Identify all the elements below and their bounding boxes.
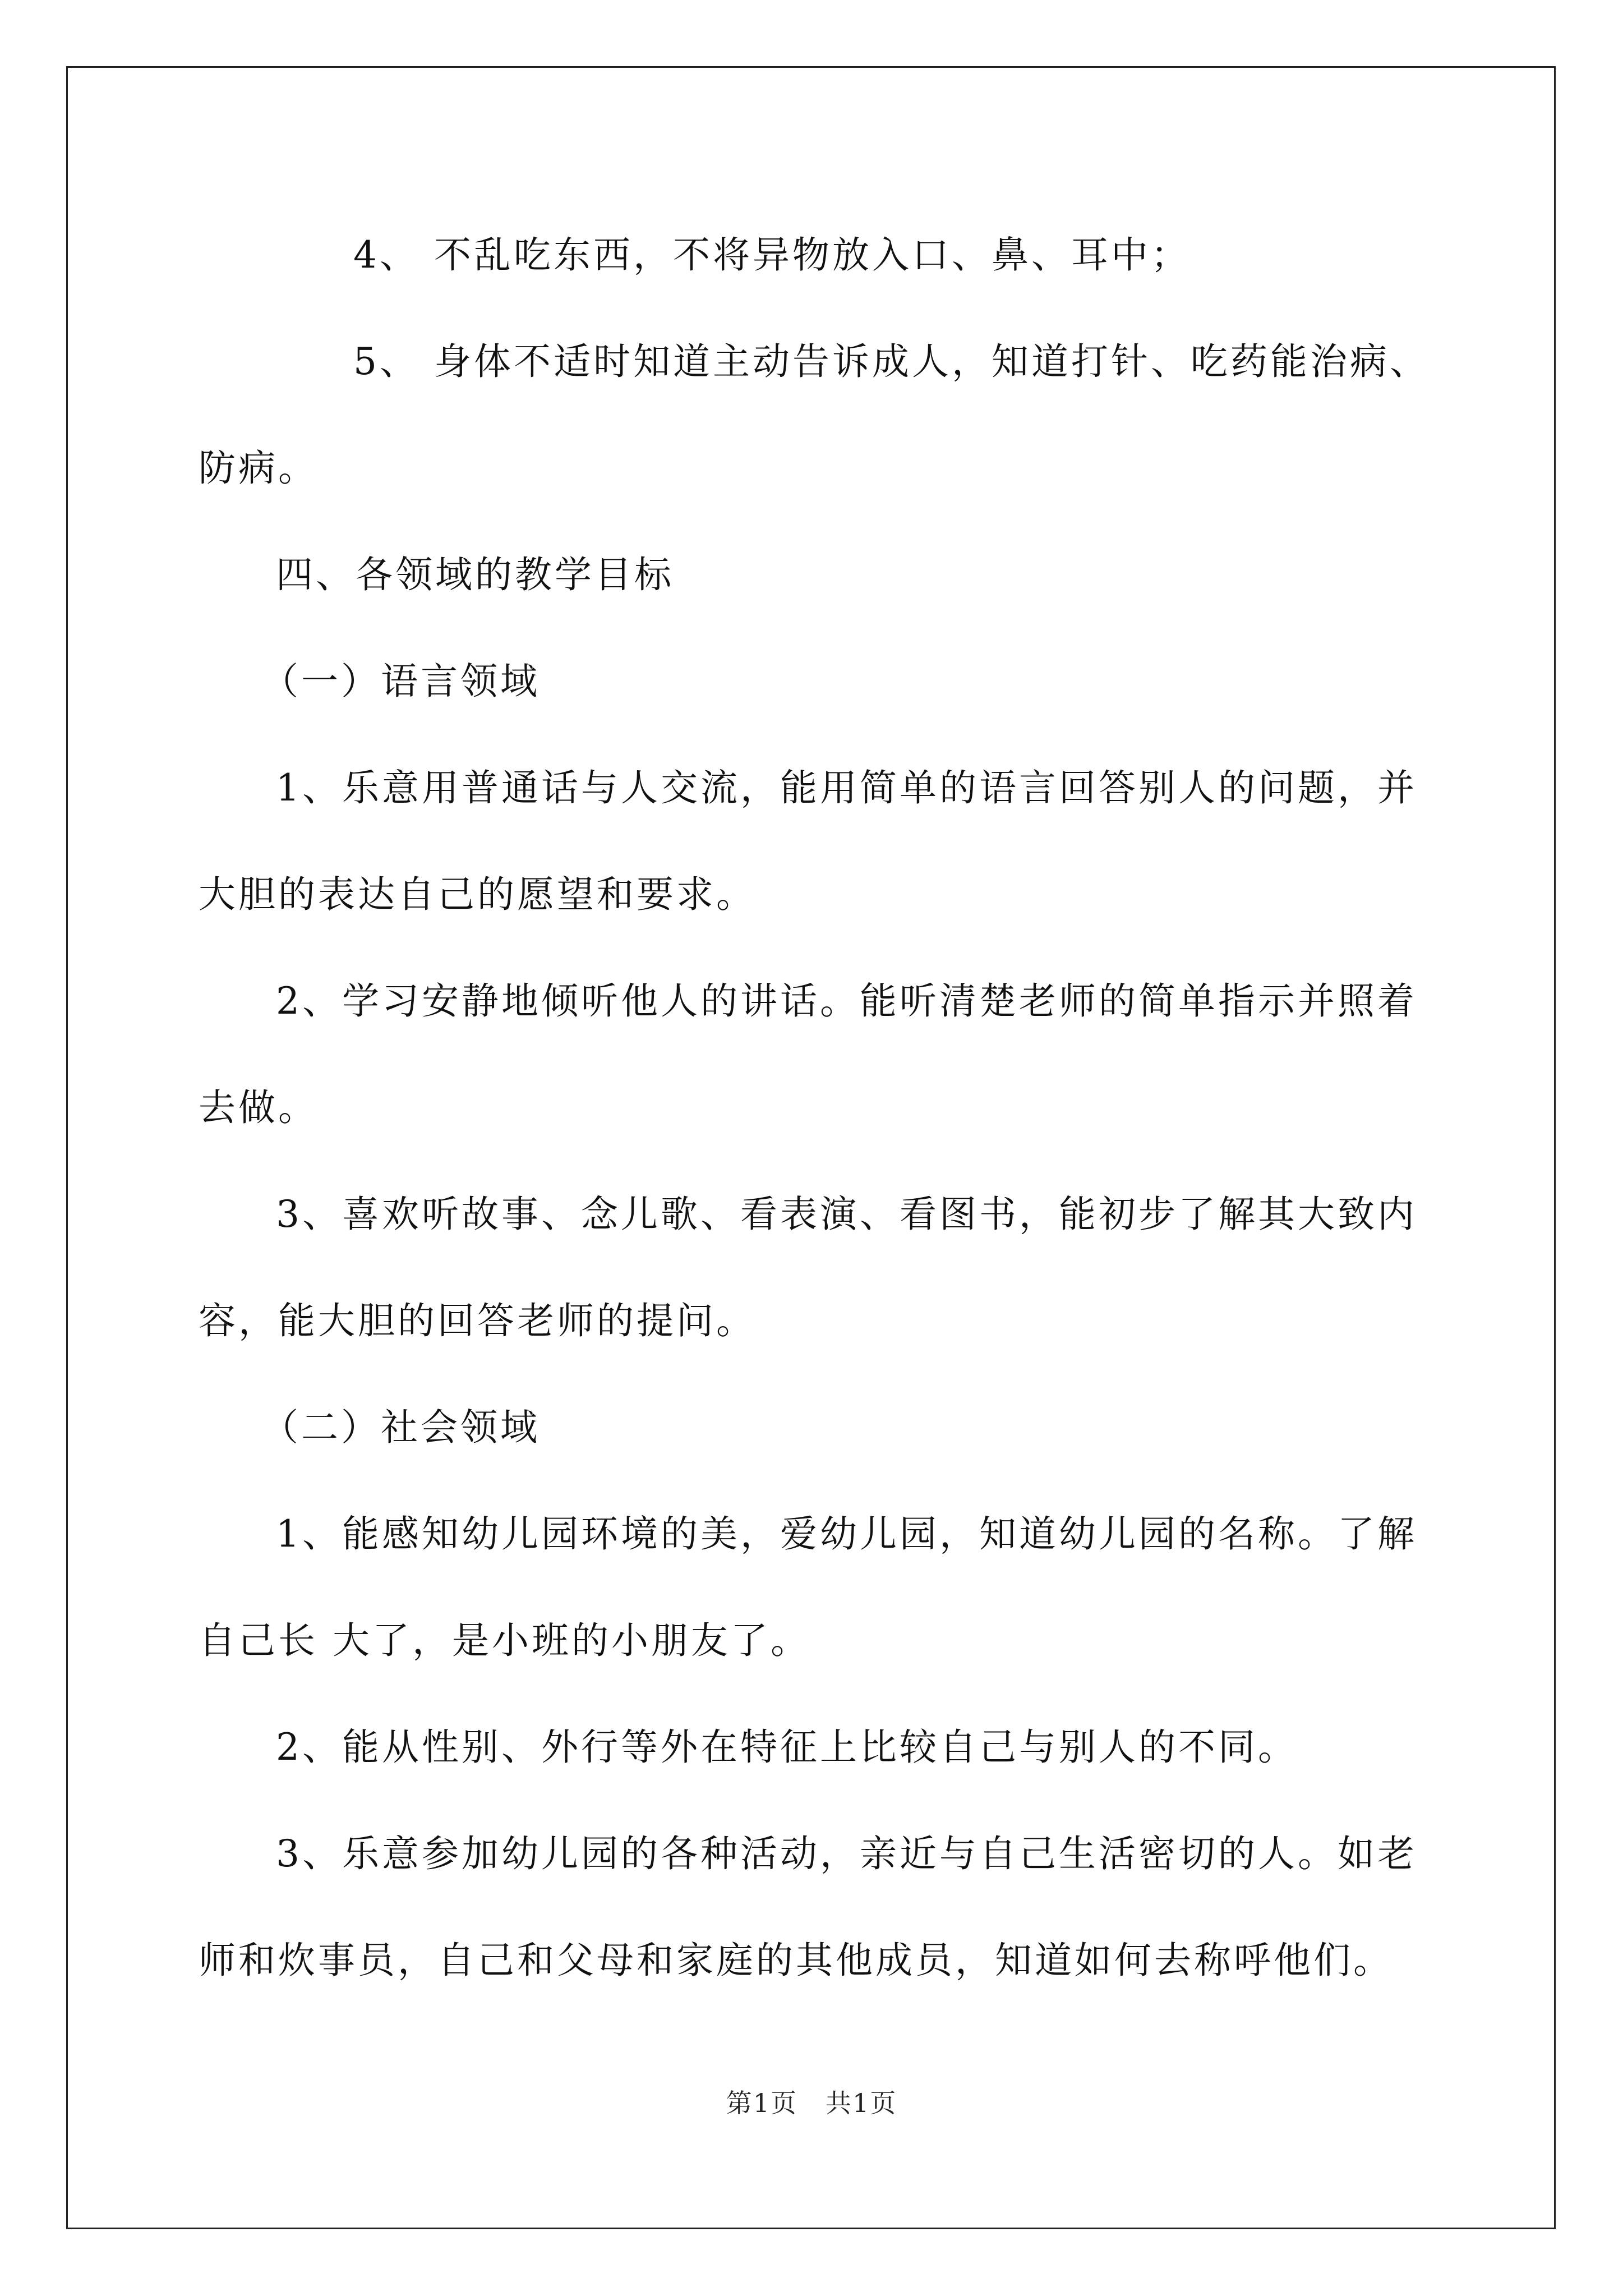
paragraph: 1、能感知幼儿园环境的美，爱幼儿园，知道幼儿园的名称。了解自己长 大了，是小班的小朋友了。: [199, 1512, 1417, 1662]
page-footer: [0, 2083, 1623, 2120]
page-number: 第1页: [726, 2088, 797, 2118]
subsection-heading-social: （二）社会领域: [261, 1406, 540, 1449]
subsection-heading-language: （一）语言领域: [261, 660, 540, 703]
item-text: 身体不适时知道主动告诉成人，知道打针、吃药能治病、防病。: [199, 340, 1430, 490]
section-heading: 四、各领域的教学目标: [276, 553, 674, 596]
document-body: [199, 202, 1432, 2014]
list-item-5: [199, 309, 1432, 522]
paragraph: 3、乐意参加幼儿园的各种活动，亲近与自己生活密切的人。如老师和炊事员，自己和父母和家庭的其他成员，知道如何去称呼他们。: [199, 1832, 1417, 1982]
item-number: 5、: [353, 340, 419, 383]
paragraph: 2、学习安静地倾听他人的讲话。能听清楚老师的简单指示并照着去做。: [199, 979, 1417, 1129]
page-total: 共1页: [826, 2088, 897, 2118]
paragraph: 1、乐意用普通话与人交流，能用简单的语言回答别人的问题，并大胆的表达自己的愿望和要求。: [199, 766, 1417, 916]
paragraph: 2、能从性别、外行等外在特征上比较自己与别人的不同。: [276, 1726, 1298, 1769]
list-item-4: [199, 202, 1432, 309]
paragraph: 3、喜欢听故事、念儿歌、看表演、看图书，能初步了解其大致内容，能大胆的回答老师的提问。: [199, 1193, 1417, 1342]
item-text: 不乱吃东西，不将异物放入口、鼻、耳中；: [419, 233, 1191, 277]
item-number: 4、: [353, 233, 419, 277]
